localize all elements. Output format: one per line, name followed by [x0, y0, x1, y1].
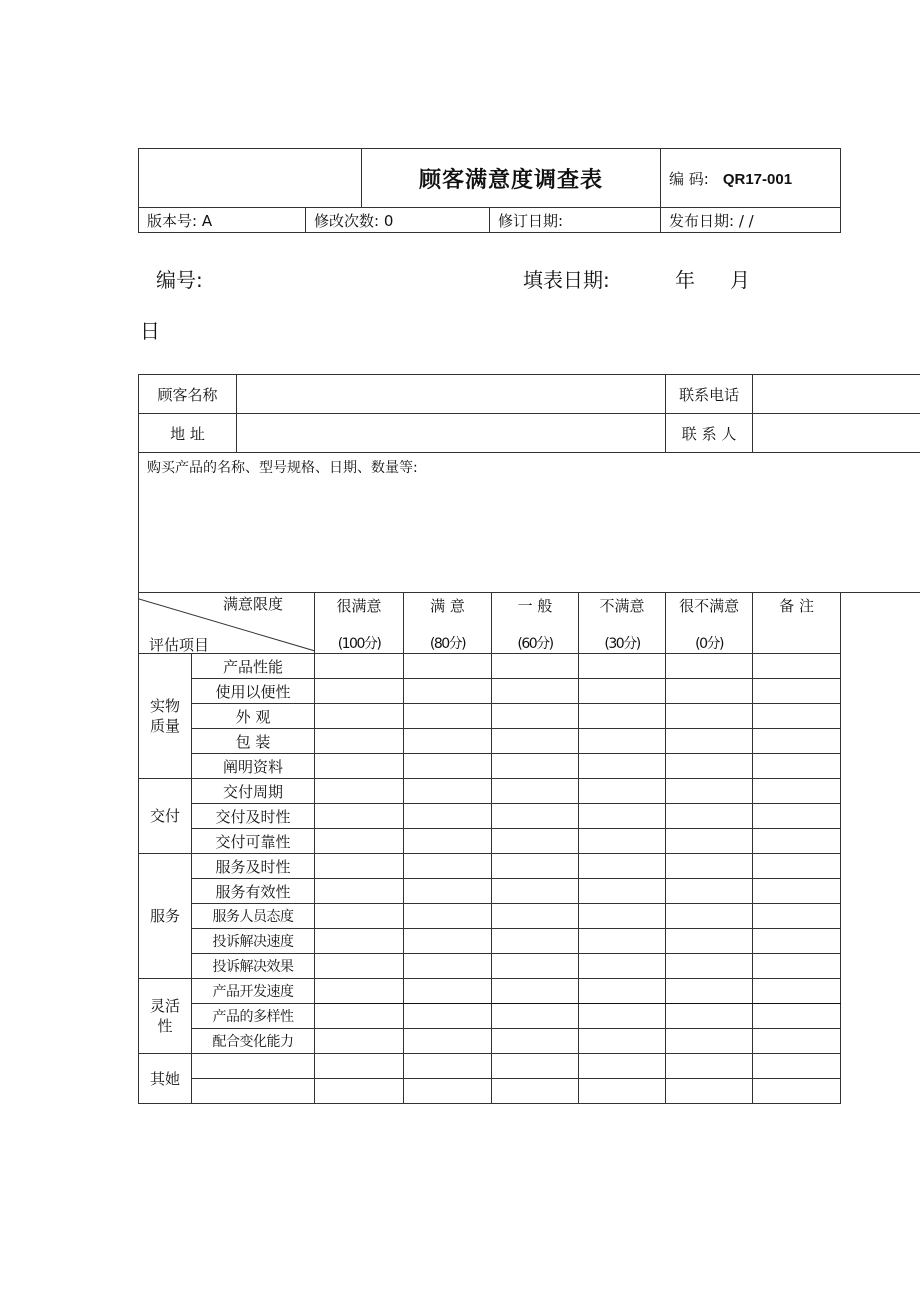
table-row	[139, 954, 920, 979]
rating-cell[interactable]	[492, 904, 579, 929]
rating-cell[interactable]	[404, 929, 492, 954]
rating-rows	[139, 654, 920, 1104]
rating-cell[interactable]	[404, 829, 492, 854]
rating-cell[interactable]	[315, 904, 404, 929]
rating-cell[interactable]	[492, 979, 579, 1004]
rating-cell[interactable]	[666, 729, 753, 754]
remark-cell[interactable]	[753, 1004, 841, 1029]
table-row	[139, 904, 920, 929]
remark-cell[interactable]	[753, 829, 841, 854]
rating-cell[interactable]	[492, 879, 579, 904]
remark-label: 备 注	[779, 597, 814, 615]
table-row	[139, 929, 920, 954]
rating-cell[interactable]	[404, 854, 492, 879]
rating-cell[interactable]	[579, 854, 666, 879]
rating-cell[interactable]	[579, 729, 666, 754]
version-field: 版本号: A	[139, 208, 306, 233]
table-row	[139, 979, 920, 1004]
remark-cell[interactable]	[753, 904, 841, 929]
remark-cell[interactable]	[753, 804, 841, 829]
category-label: 灵活 性	[139, 979, 192, 1054]
level-header	[404, 593, 492, 654]
rating-cell[interactable]	[404, 804, 492, 829]
purchase-info-label: 购买产品的名称、型号规格、日期、数量等:	[147, 460, 418, 476]
rating-cell[interactable]	[492, 804, 579, 829]
rating-cell[interactable]	[404, 979, 492, 1004]
publish-date-field: 发布日期: / /	[661, 208, 841, 233]
remark-cell[interactable]	[753, 854, 841, 879]
table-row	[139, 679, 920, 704]
evaluation-item: 投诉解决速度	[192, 929, 315, 954]
rating-cell[interactable]	[579, 954, 666, 979]
rating-cell[interactable]	[404, 654, 492, 679]
rating-cell[interactable]	[492, 854, 579, 879]
rating-cell[interactable]	[666, 1029, 753, 1054]
rating-cell[interactable]	[315, 1079, 404, 1104]
day-label: 日	[140, 319, 160, 343]
table-row	[139, 1029, 920, 1054]
rating-cell[interactable]	[404, 754, 492, 779]
category-label: 服务	[139, 854, 192, 979]
survey-table	[138, 374, 920, 1104]
rating-cell[interactable]	[579, 654, 666, 679]
rating-cell[interactable]	[404, 729, 492, 754]
rating-cell[interactable]	[492, 679, 579, 704]
evaluation-item: 产品的多样性	[192, 1004, 315, 1029]
table-row	[139, 1054, 920, 1079]
level-score: (60分)	[517, 636, 553, 652]
rating-cell[interactable]	[579, 779, 666, 804]
level-name: 满 意	[430, 597, 465, 615]
evaluation-item: 配合变化能力	[192, 1029, 315, 1054]
table-row	[139, 779, 920, 804]
rating-cell[interactable]	[666, 854, 753, 879]
remark-cell[interactable]	[753, 679, 841, 704]
table-row	[139, 729, 920, 754]
rating-cell[interactable]	[666, 779, 753, 804]
rating-cell[interactable]	[666, 1079, 753, 1104]
remark-cell[interactable]	[753, 1029, 841, 1054]
rating-cell[interactable]	[315, 879, 404, 904]
evaluation-item: 交付可靠性	[192, 829, 315, 854]
rating-cell[interactable]	[492, 729, 579, 754]
phone-label: 联系电话	[666, 375, 753, 414]
rating-cell[interactable]	[666, 829, 753, 854]
rating-cell[interactable]	[315, 854, 404, 879]
remark-cell[interactable]	[753, 954, 841, 979]
rating-cell[interactable]	[315, 754, 404, 779]
document-title: 顾客满意度调查表	[362, 149, 661, 208]
rating-cell[interactable]	[579, 679, 666, 704]
code-value: QR17-001	[722, 170, 793, 188]
level-header	[579, 593, 666, 654]
rating-cell[interactable]	[579, 929, 666, 954]
table-row	[139, 1004, 920, 1029]
remark-cell[interactable]	[753, 704, 841, 729]
rating-cell[interactable]	[666, 679, 753, 704]
rating-cell[interactable]	[579, 1079, 666, 1104]
table-row	[139, 879, 920, 904]
customer-name-label: 顾客名称	[139, 375, 237, 414]
category-label: 实物 质量	[139, 654, 192, 779]
rating-cell[interactable]	[315, 954, 404, 979]
purchase-info-field[interactable]	[139, 453, 920, 593]
level-score: (30分)	[604, 636, 640, 652]
rating-cell[interactable]	[315, 679, 404, 704]
rating-cell[interactable]	[666, 654, 753, 679]
rating-cell[interactable]	[404, 779, 492, 804]
level-name: 一 般	[517, 597, 553, 615]
rating-cell[interactable]	[404, 1079, 492, 1104]
rating-cell[interactable]	[666, 704, 753, 729]
level-score: (0分)	[695, 636, 723, 652]
rating-cell[interactable]	[315, 829, 404, 854]
rating-cell[interactable]	[315, 704, 404, 729]
evaluation-item: 服务及时性	[192, 854, 315, 879]
level-score: (80分)	[429, 636, 466, 652]
degree-label: 满意限度	[223, 595, 284, 613]
level-score: (100分)	[337, 636, 381, 652]
rating-cell[interactable]	[404, 879, 492, 904]
remark-cell[interactable]	[753, 979, 841, 1004]
evaluation-item	[192, 1054, 315, 1079]
number-label: 编号:	[156, 268, 203, 292]
evaluation-item: 使用以便性	[192, 679, 315, 704]
rating-cell[interactable]	[666, 804, 753, 829]
document-code	[661, 149, 841, 208]
document-header	[138, 148, 841, 233]
rating-cell[interactable]	[492, 929, 579, 954]
evaluation-item: 包 装	[192, 729, 315, 754]
table-row	[139, 754, 920, 779]
customer-name-field[interactable]	[237, 375, 666, 414]
rating-cell[interactable]	[579, 704, 666, 729]
evaluation-item: 服务人员态度	[192, 904, 315, 929]
rating-cell[interactable]	[492, 779, 579, 804]
contact-label: 联 系 人	[666, 414, 753, 453]
rating-cell[interactable]	[404, 904, 492, 929]
level-name: 很满意	[336, 597, 382, 615]
remark-cell[interactable]	[753, 754, 841, 779]
rating-cell[interactable]	[579, 754, 666, 779]
rating-cell[interactable]	[666, 979, 753, 1004]
rating-cell[interactable]	[579, 879, 666, 904]
rating-cell[interactable]	[315, 729, 404, 754]
rating-cell[interactable]	[492, 1054, 579, 1079]
evaluation-item: 投诉解决效果	[192, 954, 315, 979]
remark-cell[interactable]	[753, 654, 841, 679]
rating-cell[interactable]	[404, 704, 492, 729]
evaluation-item: 外 观	[192, 704, 315, 729]
rating-cell[interactable]	[579, 804, 666, 829]
evaluation-item: 阐明资料	[192, 754, 315, 779]
code-label: 编 码:	[669, 169, 709, 188]
rating-cell[interactable]	[492, 1079, 579, 1104]
rating-cell[interactable]	[315, 779, 404, 804]
category-label: 其她	[139, 1054, 192, 1104]
rating-cell[interactable]	[579, 904, 666, 929]
level-name: 不满意	[599, 597, 645, 615]
evaluation-item: 交付及时性	[192, 804, 315, 829]
evaluation-item	[192, 1079, 315, 1104]
rating-cell[interactable]	[666, 954, 753, 979]
rating-cell[interactable]	[579, 1054, 666, 1079]
rating-cell[interactable]	[579, 829, 666, 854]
fill-date-label: 填表日期:	[523, 268, 610, 292]
rating-cell[interactable]	[404, 1029, 492, 1054]
remark-cell[interactable]	[753, 729, 841, 754]
rating-cell[interactable]	[492, 754, 579, 779]
rating-cell[interactable]	[315, 1054, 404, 1079]
table-row	[139, 1079, 920, 1104]
rating-header-corner	[139, 593, 315, 654]
contact-field[interactable]	[753, 414, 920, 453]
rating-cell[interactable]	[492, 1004, 579, 1029]
item-label: 评估项目	[149, 636, 210, 654]
remark-cell[interactable]	[753, 929, 841, 954]
evaluation-item: 服务有效性	[192, 879, 315, 904]
rating-cell[interactable]	[492, 954, 579, 979]
remark-cell[interactable]	[753, 1054, 841, 1079]
table-row	[139, 804, 920, 829]
rating-cell[interactable]	[492, 704, 579, 729]
rating-cell[interactable]	[666, 879, 753, 904]
level-name: 很不满意	[679, 597, 740, 615]
rating-cell[interactable]	[666, 904, 753, 929]
rating-cell[interactable]	[579, 979, 666, 1004]
address-field[interactable]	[237, 414, 666, 453]
revision-count-field: 修改次数: 0	[306, 208, 490, 233]
table-row	[139, 654, 920, 679]
level-header	[666, 593, 753, 654]
rating-cell[interactable]	[492, 654, 579, 679]
rating-cell[interactable]	[666, 929, 753, 954]
rating-cell[interactable]	[315, 929, 404, 954]
rating-cell[interactable]	[404, 954, 492, 979]
rating-cell[interactable]	[315, 1004, 404, 1029]
remark-cell[interactable]	[753, 1079, 841, 1104]
rating-cell[interactable]	[666, 1004, 753, 1029]
level-header	[315, 593, 404, 654]
remark-cell[interactable]	[753, 779, 841, 804]
rating-cell[interactable]	[315, 804, 404, 829]
revision-date-field: 修订日期:	[490, 208, 661, 233]
evaluation-item: 产品开发速度	[192, 979, 315, 1004]
rating-cell[interactable]	[492, 829, 579, 854]
remark-header	[753, 593, 841, 654]
rating-cell[interactable]	[579, 1004, 666, 1029]
evaluation-item: 交付周期	[192, 779, 315, 804]
year-label: 年	[675, 268, 695, 292]
rating-cell[interactable]	[404, 1004, 492, 1029]
address-label: 地 址	[139, 414, 237, 453]
category-label: 交付	[139, 779, 192, 854]
rating-cell[interactable]	[404, 1054, 492, 1079]
evaluation-item: 产品性能	[192, 654, 315, 679]
rating-cell[interactable]	[579, 1029, 666, 1054]
table-row	[139, 854, 920, 879]
rating-cell[interactable]	[666, 1054, 753, 1079]
rating-cell[interactable]	[666, 754, 753, 779]
rating-cell[interactable]	[315, 1029, 404, 1054]
phone-field[interactable]	[753, 375, 920, 414]
level-header	[492, 593, 579, 654]
rating-cell[interactable]	[404, 679, 492, 704]
logo-area	[139, 149, 362, 208]
rating-cell[interactable]	[315, 654, 404, 679]
table-row	[139, 829, 920, 854]
rating-cell[interactable]	[492, 1029, 579, 1054]
rating-cell[interactable]	[315, 979, 404, 1004]
table-row	[139, 704, 920, 729]
remark-cell[interactable]	[753, 879, 841, 904]
month-label: 月	[730, 268, 750, 292]
